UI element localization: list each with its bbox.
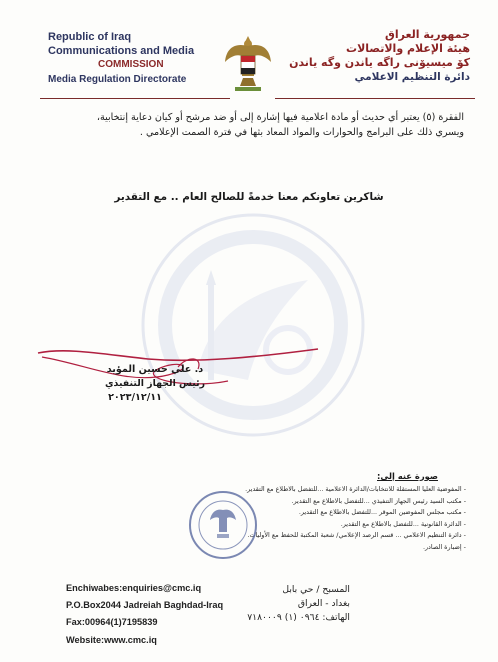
paragraph-line-1: الفقرة (٥) يعتبر أي حديث أو مادة اعلامية فيها إشارة إلى أو ضد مرشح أو كيان دعاية إنتخابية، bbox=[96, 112, 464, 123]
cc-item: - دائرة التنظيم الاعلامي ... قسم الرصد الإعلامي/ شعبة المكتبة للحفظ مع الأوليات. bbox=[247, 531, 466, 540]
closing-thanks: شاكرين تعاونكم معنا خدمةً للصالح العام .. مع التقدير bbox=[114, 191, 384, 203]
letterhead-ar-org: هيئة الإعلام والاتصالات bbox=[346, 42, 470, 55]
footer-website: Website:www.cmc.iq bbox=[66, 634, 157, 645]
cc-item: - الدائرة القانونية ...للتفضل بالاطلاع مع التقدير. bbox=[340, 519, 466, 528]
letterhead-org: Communications and Media bbox=[48, 45, 195, 57]
footer-fax: Fax:00964(1)7195839 bbox=[66, 617, 158, 628]
letterhead-rule-left bbox=[40, 98, 230, 99]
cc-item: - مكتب مجلس المفوضين الموقر ...للتفضل بالاطلاع مع التقدير. bbox=[298, 508, 466, 517]
cc-item: - إضبارة الصادر. bbox=[422, 542, 466, 551]
cc-heading: صورة عنه إلى: bbox=[377, 471, 438, 481]
footer-pobox: P.O.Box2044 Jadreiah Baghdad-Iraq bbox=[66, 600, 224, 611]
footer-email: Enchiwabes:enquiries@cmc.iq bbox=[66, 583, 202, 593]
signatory-name: د. علي حسين المؤيد bbox=[106, 364, 204, 375]
footer-ar-phone: الهاتف: ٠٩٦٤ (١) ٧١٨٠٠٠٩ bbox=[247, 612, 350, 623]
signatory-title: رئيس الجهاز التنفيذي bbox=[104, 378, 206, 389]
cc-item: - مكتب السيد رئيس الجهاز التنفيذي ...للتفضل بالاطلاع مع التقدير. bbox=[291, 496, 466, 505]
footer-contact-english bbox=[66, 580, 266, 649]
letterhead-commission: COMMISSION bbox=[98, 59, 164, 70]
letterhead-arabic bbox=[260, 28, 470, 84]
paragraph-line-2: ويسري ذلك على البرامج والحوارات والمواد المعاد بثها في فترة الصمت الإعلامي . bbox=[139, 127, 464, 138]
letterhead-country: Republic of Iraq bbox=[48, 31, 132, 43]
letterhead-directorate: Media Regulation Directorate bbox=[48, 74, 187, 85]
body-paragraph bbox=[34, 110, 464, 140]
footer-ar-address: المسبح / حي بابل bbox=[282, 584, 350, 595]
footer-contact-arabic bbox=[240, 583, 350, 625]
signature-date: ٢٠٢٣/١٢/١١ bbox=[108, 392, 162, 403]
official-stamp bbox=[187, 480, 259, 570]
cc-item: - المفوضية العليا المستقلة للانتخابات/الدائرة الاعلامية ...للتفضل بالاطلاع مع التقدير. bbox=[245, 485, 466, 493]
letterhead-rule-right bbox=[275, 98, 475, 99]
letterhead-english bbox=[48, 30, 248, 87]
letterhead-ar-directorate: دائرة التنظيم الاعلامي bbox=[354, 71, 470, 83]
letterhead-ku-org: كۆ میسیۆنی راگه یاندن وگه یاندن bbox=[289, 56, 470, 69]
footer-ar-city: بغداد - العراق bbox=[297, 598, 350, 609]
letterhead-ar-country: جمهورية العراق bbox=[385, 28, 470, 41]
